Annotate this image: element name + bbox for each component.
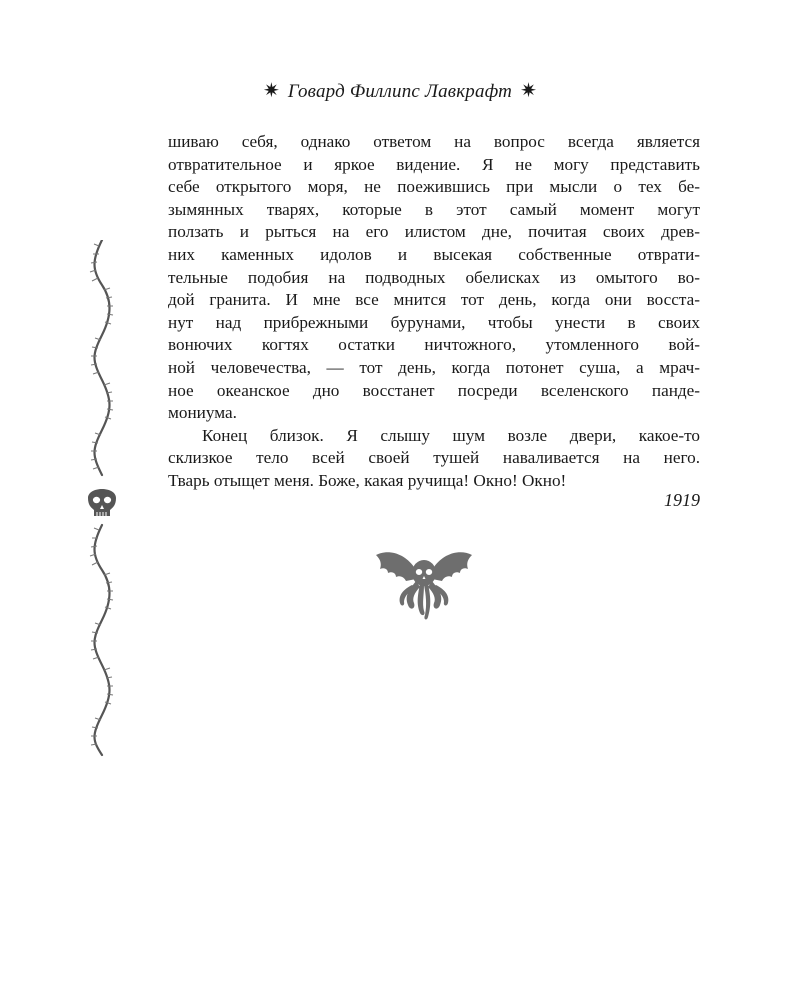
text-line: ползать и рыться на его илистом дне, почитая своих древ- xyxy=(168,222,700,242)
text-line: мониума. xyxy=(168,403,237,423)
text-line: Конец близок. Я слышу шум возле двери, какое-то xyxy=(202,425,700,445)
text-line: нут над прибрежными бурунами, чтобы унести в своих xyxy=(168,312,700,332)
text-line: ное океанское дно восстанет посреди вселенского панде- xyxy=(168,380,700,400)
text-line: шиваю себя, однако ответом на вопрос всегда является xyxy=(168,132,700,151)
skull-vine-icon xyxy=(82,240,122,765)
author-name: Говард Филлипс Лавкрафт xyxy=(287,81,513,102)
text-line: склизкое тело всей своей тушей наваливается на него. xyxy=(168,448,700,468)
text-line: них каменных идолов и высекая собственные отврати- xyxy=(168,244,700,264)
text-line: дой гранита. И мне все мнится тот день, когда они восста- xyxy=(168,290,700,310)
text-line: вонючих когтях остатки ничтожного, утомленного вой- xyxy=(168,335,700,355)
winged-cthulhu-icon xyxy=(374,545,474,630)
text-line: себе открытого моря, не поежившись при мысли о тех бе- xyxy=(168,177,700,197)
text-line: зымянных тварях, которые в этот самый момент могут xyxy=(168,199,700,219)
text-line: тельные подобия на подводных обелисках из омытого во- xyxy=(168,267,700,287)
text-line: отвратительное и яркое видение. Я не могу представить xyxy=(168,154,700,174)
running-header xyxy=(0,78,800,103)
text-line: Тварь отыщет меня. Боже, какая ручища! Окно! Окно! xyxy=(168,470,567,490)
body-text xyxy=(168,131,700,493)
star-icon-right: ✷ xyxy=(520,80,538,102)
date-signature: 1919 xyxy=(664,490,700,510)
text-line: ной человечества, — тот день, когда потонет суша, а мрач- xyxy=(168,357,700,377)
star-icon-left: ✷ xyxy=(262,80,280,102)
